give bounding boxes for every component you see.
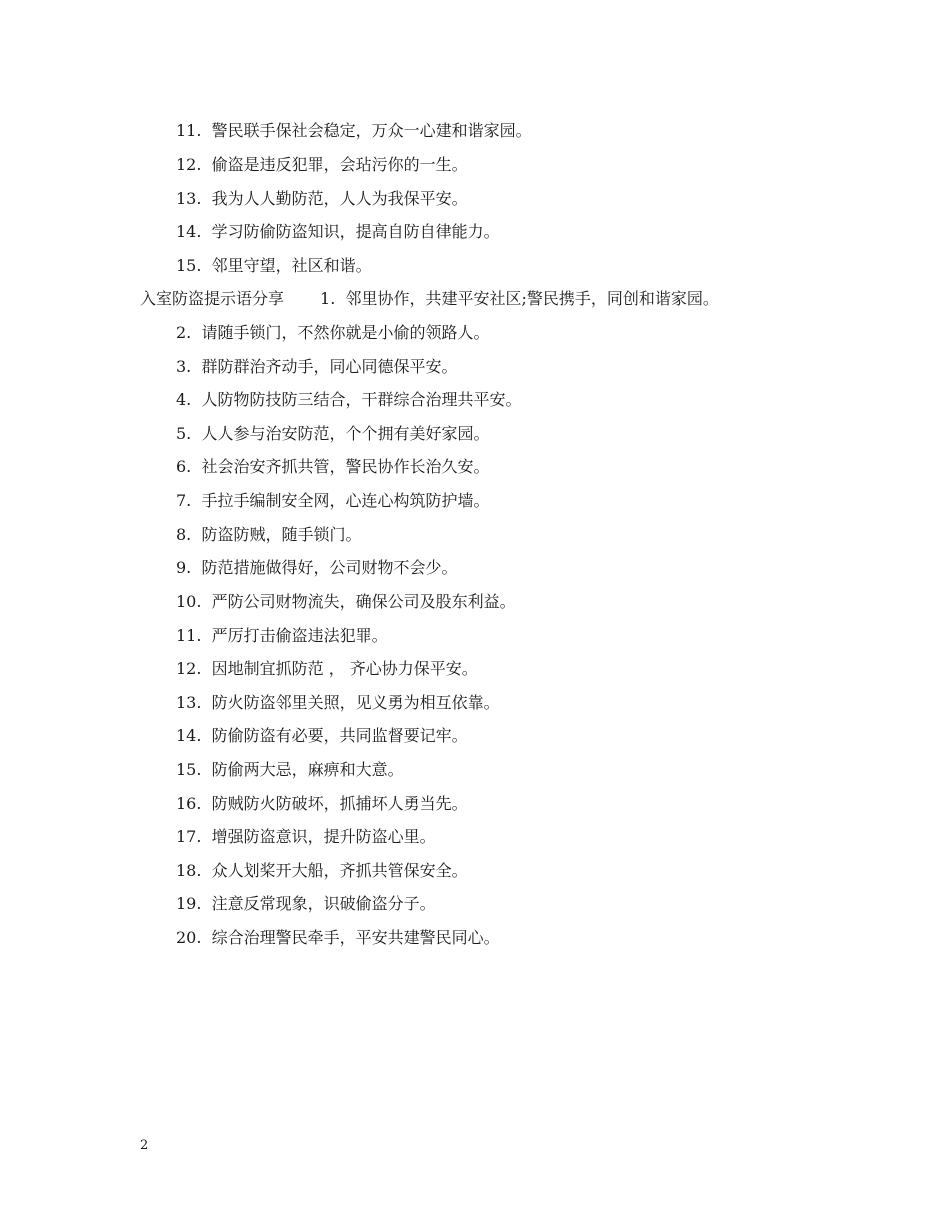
item-text: 警民联手保社会稳定，万众一心建和谐家园。: [211, 121, 532, 140]
item-number: 13.: [176, 189, 202, 208]
list-item: [176, 256, 372, 276]
item-text: 我为人人勤防范，人人为我保平安。: [211, 189, 468, 208]
item-number: 15.: [176, 760, 202, 779]
list-item: [176, 726, 468, 746]
item-text: 严防公司财物流失，确保公司及股东利益。: [211, 592, 516, 611]
item-text: 注意反常现象，识破偷盗分子。: [211, 894, 436, 913]
list-item: [176, 155, 468, 175]
list-item: [176, 827, 436, 847]
item-text: 防盗防贼，随手锁门。: [201, 525, 362, 544]
item-text: 人人参与治安防范，个个拥有美好家园。: [201, 424, 490, 443]
item-number: 2.: [176, 323, 192, 342]
item-number: 7.: [176, 491, 192, 510]
list-item: [176, 121, 532, 141]
item-text: 手拉手编制安全网，心连心构筑防护墙。: [201, 491, 490, 510]
item-text: 防偷两大忌，麻痹和大意。: [211, 760, 404, 779]
item-text: 综合治理警民牵手，平安共建警民同心。: [211, 928, 500, 947]
item-text: 邻里守望，社区和谐。: [211, 256, 372, 275]
list-item: [176, 424, 489, 444]
item-number: 10.: [176, 592, 202, 611]
section-heading: 入室防盗提示语分享: [140, 289, 285, 308]
item-text: 严厉打击偷盗违法犯罪。: [211, 626, 388, 645]
list-item: [176, 659, 478, 679]
item-number: 14.: [176, 222, 202, 241]
list-item: [176, 525, 361, 545]
list-item: [176, 760, 404, 780]
item-number: 13.: [176, 693, 202, 712]
list-item: [176, 693, 500, 713]
item-number: 11.: [176, 626, 202, 645]
list-item: [176, 457, 489, 477]
list-item: [176, 357, 457, 377]
list-item: [176, 222, 500, 242]
item-number: 8.: [176, 525, 192, 544]
item-number: 18.: [176, 861, 202, 880]
list-item: [176, 323, 489, 343]
item-number: 15.: [176, 256, 202, 275]
page-number: 2: [140, 1138, 149, 1153]
item-number: 14.: [176, 726, 202, 745]
item-number: 9.: [176, 558, 192, 577]
item-text: 因地制宜抓防范 ， 齐心协力保平安。: [211, 659, 478, 678]
list-item: [176, 626, 388, 646]
item-text: 学习防偷防盗知识，提高自防自律能力。: [211, 222, 500, 241]
item-text: 请随手锁门，不然你就是小偷的领路人。: [201, 323, 490, 342]
item-number: 20.: [176, 928, 202, 947]
item-text: 防贼防火防破坏，抓捕坏人勇当先。: [211, 794, 468, 813]
list-item: [176, 861, 468, 881]
item-number: 12.: [176, 155, 202, 174]
item-number: 3.: [176, 357, 192, 376]
item-text: 人防物防技防三结合，干群综合治理共平安。: [201, 390, 522, 409]
item-number: 17.: [176, 827, 202, 846]
list-item: [176, 928, 500, 948]
item-number: 19.: [176, 894, 202, 913]
list-item: [176, 390, 521, 410]
item-text: 防偷防盗有必要，共同监督要记牢。: [211, 726, 468, 745]
item-text: 邻里协作，共建平安社区;警民携手，同创和谐家园。: [345, 289, 719, 308]
item-text: 防火防盗邻里关照，见义勇为相互依靠。: [211, 693, 500, 712]
list-item: [176, 558, 457, 578]
item-number: 6.: [176, 457, 192, 476]
item-text: 增强防盗意识，提升防盗心里。: [211, 827, 436, 846]
item-number: 12.: [176, 659, 202, 678]
list-item: [176, 189, 468, 209]
section-heading-line: [140, 289, 719, 309]
item-number: 11.: [176, 121, 202, 140]
list-item: [176, 894, 436, 914]
item-text: 防范措施做得好，公司财物不会少。: [201, 558, 458, 577]
item-text: 偷盗是违反犯罪，会玷污你的一生。: [211, 155, 468, 174]
item-number: 1.: [320, 289, 336, 308]
item-text: 社会治安齐抓共管，警民协作长治久安。: [201, 457, 490, 476]
list-item: [176, 491, 489, 511]
item-text: 群防群治齐动手，同心同德保平安。: [201, 357, 458, 376]
list-item: [176, 794, 468, 814]
item-number: 4.: [176, 390, 192, 409]
list-item: [176, 592, 516, 612]
item-number: 16.: [176, 794, 202, 813]
item-text: 众人划桨开大船，齐抓共管保安全。: [211, 861, 468, 880]
item-number: 5.: [176, 424, 192, 443]
